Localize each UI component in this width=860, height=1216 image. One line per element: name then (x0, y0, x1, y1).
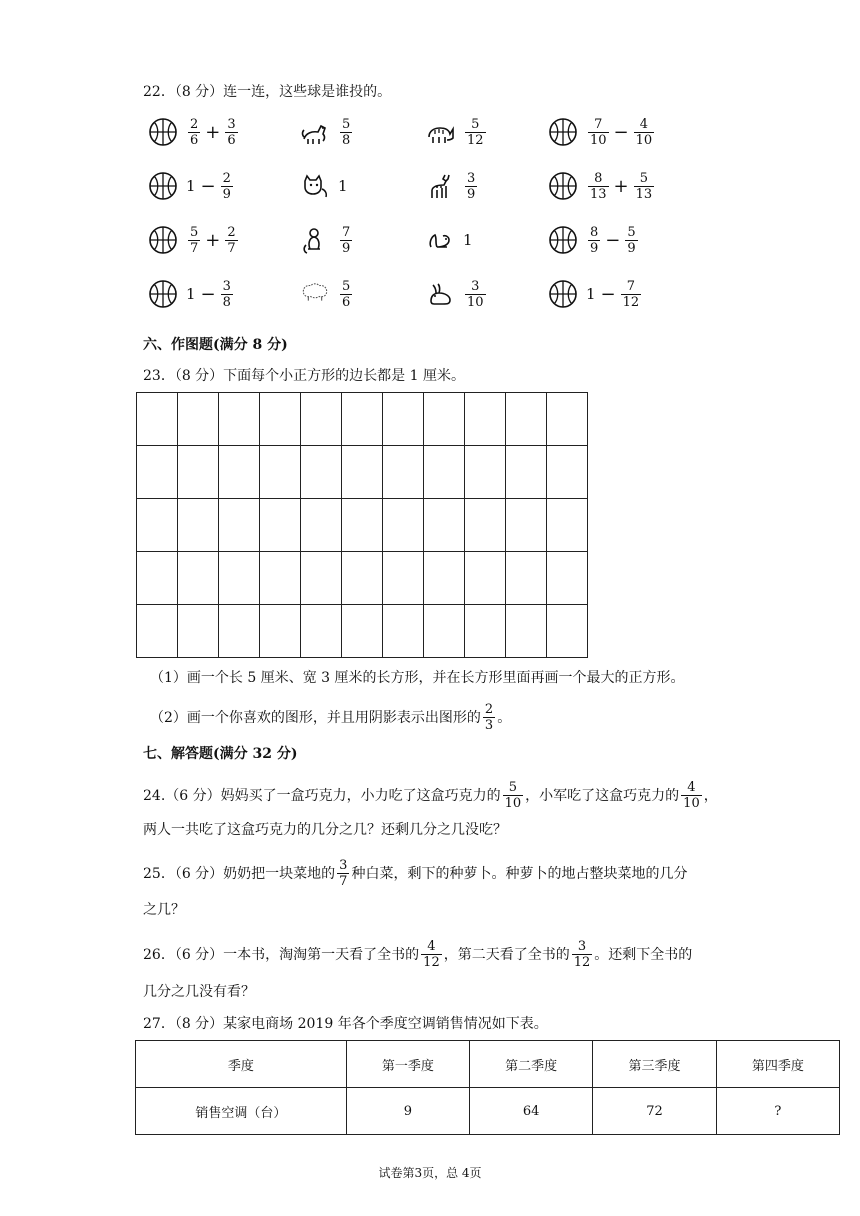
grid-cell[interactable] (301, 552, 342, 605)
ball-item[interactable] (148, 218, 240, 262)
fraction: $\frac{5}{7}$ (190, 224, 199, 256)
squirrel-icon (425, 225, 455, 255)
grid-cell[interactable] (137, 552, 178, 605)
grid-cell[interactable] (219, 499, 260, 552)
table-header: 第一季度 (346, 1041, 469, 1088)
fraction: $\frac{5}{13}$ (635, 170, 653, 202)
q24-line1: 24.（6 分）妈妈买了一盒巧克力，小力吃了这盒巧克力的 $\frac{5}{10}$ ，小军吃了这盒巧克力的 $\frac{4}{10}$ ， (143, 780, 718, 811)
grid-cell[interactable] (342, 499, 383, 552)
grid-cell[interactable] (506, 446, 547, 499)
tiger-icon (425, 117, 455, 147)
grid-cell[interactable] (506, 605, 547, 658)
q23-title: 23．（8 分）下面每个小正方形的边长都是 1 厘米。 (143, 368, 465, 384)
dog-icon (300, 117, 330, 147)
grid-cell[interactable] (465, 499, 506, 552)
grid-cell[interactable] (506, 393, 547, 446)
fraction: $\frac{7}{12}$ (622, 278, 640, 310)
ball-item[interactable] (148, 272, 235, 316)
grid-row (137, 499, 588, 552)
grid-cell[interactable] (383, 605, 424, 658)
fraction: $\frac{3}{8}$ (222, 278, 231, 310)
sheep-icon (300, 279, 330, 309)
grid-cell[interactable] (342, 393, 383, 446)
animal-item[interactable] (300, 164, 350, 208)
basketball-icon (548, 279, 578, 309)
grid-cell[interactable] (178, 446, 219, 499)
grid-cell[interactable] (137, 393, 178, 446)
fraction: $\frac{8}{9}$ (590, 224, 599, 256)
section-6-heading: 六、作图题(满分 8 分) (143, 337, 288, 353)
operator: + (613, 175, 629, 197)
table-header: 季度 (136, 1041, 347, 1088)
operator: − (200, 175, 216, 197)
grid-cell[interactable] (547, 605, 588, 658)
grid-cell[interactable] (260, 552, 301, 605)
grid-cell[interactable] (137, 499, 178, 552)
basketball-icon (148, 279, 178, 309)
fraction: $\frac{3}{7}$ (339, 858, 348, 889)
animal-item[interactable] (300, 272, 354, 316)
grid-row (137, 605, 588, 658)
operator: − (613, 121, 629, 143)
deer-icon (425, 171, 455, 201)
table-header: 第四季度 (716, 1041, 839, 1088)
fraction: $\frac{5}{12}$ (467, 116, 484, 148)
q25-line1: 25．（6 分）奶奶把一块菜地的 $\frac{3}{7}$ 种白菜，剩下的种萝卜。种萝卜的地占整块菜地的几分 (143, 858, 688, 889)
number: 1 (186, 177, 196, 195)
grid-cell[interactable] (424, 605, 465, 658)
table-cell: 72 (593, 1088, 716, 1135)
operator: + (205, 229, 221, 251)
basketball-icon (148, 171, 178, 201)
grid-cell[interactable] (383, 393, 424, 446)
grid-cell[interactable] (342, 446, 383, 499)
sales-table (135, 1040, 840, 1135)
basketball-icon (148, 117, 178, 147)
basketball-icon (548, 171, 578, 201)
grid-cell[interactable] (178, 393, 219, 446)
ball-item[interactable] (548, 110, 656, 154)
grid-cell[interactable] (547, 446, 588, 499)
grid-cell[interactable] (506, 552, 547, 605)
animal-item[interactable] (300, 110, 354, 154)
grid-cell[interactable] (260, 446, 301, 499)
animal-item[interactable] (425, 272, 488, 316)
fraction: $\frac{3}{12}$ (573, 939, 591, 970)
rabbit-icon (425, 279, 455, 309)
number: 1 (186, 285, 196, 303)
fraction: $\frac{3}{10}$ (467, 278, 484, 310)
fraction: $\frac{2}{3}$ (484, 702, 494, 733)
ball-item[interactable] (548, 218, 640, 262)
q23-sub2: （2）画一个你喜欢的图形，并且用阴影表示出图形的 $\frac{2}{3}$ 。 (150, 702, 512, 733)
operator: − (605, 229, 621, 251)
grid-cell[interactable] (137, 446, 178, 499)
grid-cell[interactable] (301, 393, 342, 446)
animal-item[interactable] (425, 218, 475, 262)
grid-cell[interactable] (260, 393, 301, 446)
grid-cell[interactable] (219, 446, 260, 499)
grid-cell[interactable] (424, 499, 465, 552)
fraction: $\frac{5}{10}$ (504, 780, 522, 811)
table-header: 第三季度 (593, 1041, 716, 1088)
grid-cell[interactable] (465, 605, 506, 658)
animal-item[interactable] (300, 218, 354, 262)
q22-title: 22．（8 分）连一连，这些球是谁投的。 (143, 84, 392, 100)
grid-cell[interactable] (219, 552, 260, 605)
square-grid[interactable] (136, 392, 588, 658)
animal-item[interactable] (425, 110, 488, 154)
basketball-icon (148, 225, 178, 255)
ball-item[interactable] (148, 164, 235, 208)
fraction: $\frac{5}{8}$ (342, 116, 351, 148)
q24-line2: 两人一共吃了这盒巧克力的几分之几？还剩几分之几没吃？ (143, 822, 507, 838)
grid-cell[interactable] (260, 605, 301, 658)
grid-cell[interactable] (547, 499, 588, 552)
fraction: $\frac{7}{10}$ (590, 116, 607, 148)
table-cell: ? (716, 1088, 839, 1135)
grid-cell[interactable] (219, 605, 260, 658)
q27-title: 27．（8 分）某家电商场 2019 年各个季度空调销售情况如下表。 (143, 1016, 548, 1032)
grid-cell[interactable] (465, 446, 506, 499)
grid-cell[interactable] (383, 552, 424, 605)
grid-cell[interactable] (219, 393, 260, 446)
grid-cell[interactable] (465, 552, 506, 605)
number: 1 (338, 177, 348, 195)
grid-row (137, 393, 588, 446)
fraction: $\frac{4}{10}$ (635, 116, 653, 148)
basketball-icon (548, 225, 578, 255)
grid-cell[interactable] (342, 552, 383, 605)
q23-sub1: （1）画一个长 5 厘米、宽 3 厘米的长方形，并在长方形里面再画一个最大的正方形。 (150, 670, 685, 686)
grid-cell[interactable] (178, 499, 219, 552)
fraction: $\frac{4}{12}$ (423, 939, 440, 970)
table-header-row (136, 1041, 840, 1088)
grid-cell[interactable] (383, 499, 424, 552)
grid-cell[interactable] (342, 605, 383, 658)
basketball-icon (548, 117, 578, 147)
grid-cell[interactable] (465, 393, 506, 446)
ball-item[interactable] (548, 272, 643, 316)
q26-line2: 几分之几没有看？ (143, 984, 255, 1000)
q25-line2: 之几？ (143, 902, 185, 918)
grid-cell[interactable] (547, 393, 588, 446)
grid-cell[interactable] (178, 552, 219, 605)
ball-item[interactable] (148, 110, 240, 154)
grid-cell[interactable] (424, 446, 465, 499)
animal-item[interactable] (425, 164, 479, 208)
q23-sub2-text: （2）画一个你喜欢的图形，并且用阴影表示出图形的 (150, 709, 481, 726)
operator: − (600, 283, 616, 305)
fraction: $\frac{3}{9}$ (467, 170, 476, 202)
number: 1 (586, 285, 596, 303)
grid-row (137, 446, 588, 499)
grid-cell[interactable] (424, 552, 465, 605)
table-row (136, 1088, 840, 1135)
fraction: $\frac{5}{6}$ (342, 278, 351, 310)
grid-cell[interactable] (506, 499, 547, 552)
grid-cell[interactable] (301, 605, 342, 658)
fraction: $\frac{7}{9}$ (342, 224, 351, 256)
fraction: $\frac{2}{7}$ (227, 224, 236, 256)
operator: − (200, 283, 216, 305)
fraction: $\frac{3}{6}$ (227, 116, 236, 148)
q26-line1: 26．（6 分）一本书，淘淘第一天看了全书的 $\frac{4}{12}$ ，第二天看了全书的 $\frac{3}{12}$ 。还剩下全书的 (143, 939, 693, 970)
section-7-heading: 七、解答题(满分 32 分) (143, 746, 298, 762)
grid-cell[interactable] (301, 446, 342, 499)
fraction: $\frac{4}{10}$ (683, 780, 700, 811)
fraction: $\frac{5}{9}$ (627, 224, 636, 256)
monkey-icon (300, 225, 330, 255)
grid-cell[interactable] (137, 605, 178, 658)
fraction: $\frac{2}{6}$ (190, 116, 199, 148)
fraction: $\frac{2}{9}$ (222, 170, 231, 202)
fraction: $\frac{8}{13}$ (590, 170, 607, 202)
grid-cell[interactable] (178, 605, 219, 658)
cat-icon (300, 171, 330, 201)
ball-item[interactable] (548, 164, 656, 208)
grid-cell[interactable] (260, 499, 301, 552)
grid-row (137, 552, 588, 605)
table-cell: 销售空调（台） (136, 1088, 347, 1135)
table-cell: 9 (346, 1088, 469, 1135)
grid-cell[interactable] (301, 499, 342, 552)
table-header: 第二季度 (470, 1041, 593, 1088)
page-footer: 试卷第3页，总 4页 (378, 1166, 482, 1180)
table-cell: 64 (470, 1088, 593, 1135)
number: 1 (463, 231, 473, 249)
grid-cell[interactable] (547, 552, 588, 605)
grid-cell[interactable] (383, 446, 424, 499)
grid-cell[interactable] (424, 393, 465, 446)
operator: + (205, 121, 221, 143)
